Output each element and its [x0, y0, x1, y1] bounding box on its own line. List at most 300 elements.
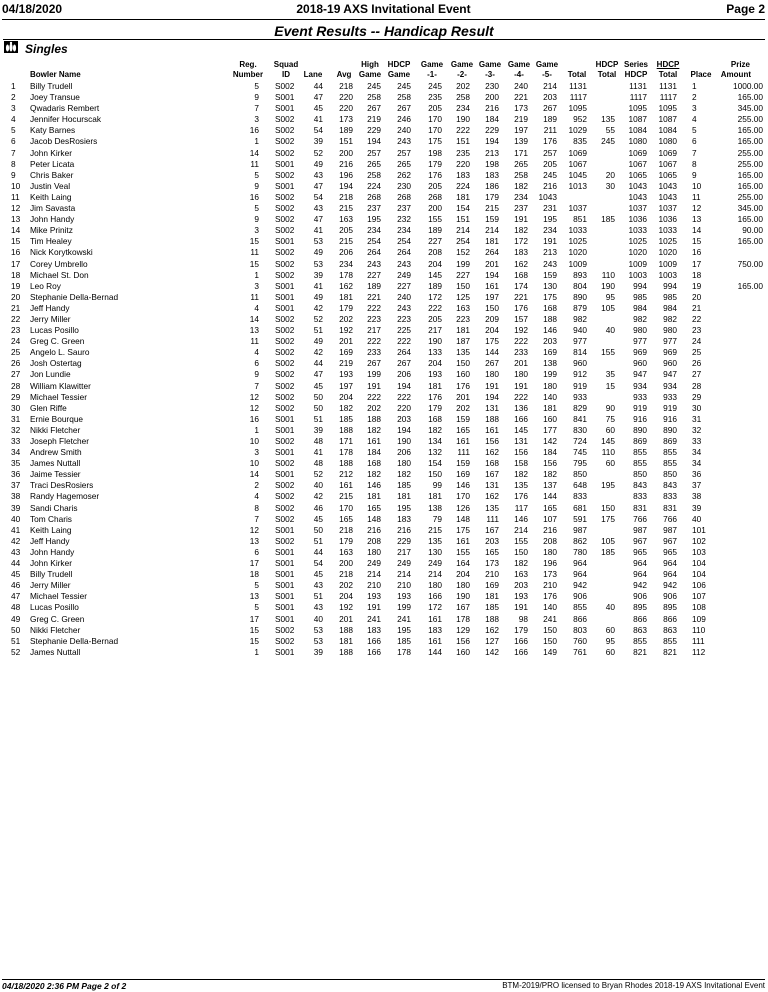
cell-avg: 218 [339, 524, 353, 535]
cell-lane: 43 [313, 580, 323, 591]
cell-bowler-name: Mike Prinitz [30, 225, 73, 236]
cell-high-game: 191 [367, 380, 381, 391]
cell-game-2: 167 [456, 602, 470, 613]
cell-avg: 178 [339, 447, 353, 458]
cell-avg: 192 [339, 602, 353, 613]
cell-reg-number: 5 [254, 602, 259, 613]
footer-printed: 04/18/2020 2:36 PM Page 2 of 2 [2, 981, 127, 991]
cell-high-game: 161 [367, 436, 381, 446]
col-squad-line1: Squad [273, 60, 299, 69]
cell-squad-id: S001 [275, 569, 295, 580]
cell-place: 16 [692, 247, 702, 258]
cell-avg: 197 [339, 380, 353, 391]
cell-game-5: 173 [543, 569, 557, 580]
cell-hdcp-game: 254 [397, 236, 411, 247]
cell-hdcp-total: 40 [605, 325, 615, 336]
cell-avg: 169 [339, 347, 353, 358]
cell-prize-amount: 255.00 [737, 114, 763, 125]
cell-hdcp-series-total: 850 [663, 469, 677, 480]
cell-lane: 54 [313, 191, 323, 202]
cell-row-number: 44 [11, 558, 21, 569]
cell-hdcp-game: 249 [397, 269, 411, 280]
cell-series-hdcp: 1131 [629, 81, 647, 91]
cell-game-5: 195 [543, 214, 557, 225]
cell-game-4: 240 [514, 81, 528, 91]
cell-game-5: 203 [543, 336, 557, 347]
cell-hdcp-series-total: 766 [663, 513, 677, 524]
col-game2-line2: -2- [457, 70, 467, 79]
cell-squad-id: S002 [275, 258, 295, 269]
cell-hdcp-game: 181 [397, 491, 411, 502]
cell-lane: 51 [313, 535, 323, 546]
cell-lane: 41 [313, 225, 323, 236]
cell-game-4: 182 [514, 180, 528, 191]
cell-game-1: 204 [428, 258, 442, 269]
cell-lane: 43 [313, 203, 323, 214]
cell-hdcp-total: 185 [601, 546, 615, 557]
cell-place: 9 [692, 169, 697, 180]
table-row [0, 125, 768, 136]
cell-reg-number: 18 [249, 569, 259, 580]
table-row [0, 292, 768, 303]
cell-game-2: 190 [456, 114, 470, 125]
cell-hdcp-series-total: 977 [663, 336, 677, 347]
cell-squad-id: S001 [275, 291, 295, 302]
cell-lane: 41 [313, 114, 323, 125]
cell-row-number: 30 [11, 402, 21, 413]
cell-row-number: 26 [11, 358, 21, 369]
cell-avg: 219 [339, 358, 353, 369]
cell-lane: 39 [313, 646, 323, 657]
cell-place: 103 [692, 546, 706, 557]
cell-hdcp-game: 241 [397, 613, 411, 624]
cell-lane: 48 [313, 436, 323, 446]
cell-total: 1013 [568, 180, 587, 191]
table-row [0, 591, 768, 602]
cell-hdcp-game: 180 [397, 458, 411, 469]
cell-hdcp-total: 105 [601, 535, 615, 546]
cell-game-2: 126 [456, 502, 470, 513]
cell-place: 32 [692, 424, 702, 435]
cell-series-hdcp: 890 [633, 424, 647, 435]
table-row [0, 214, 768, 225]
cell-game-2: 227 [456, 269, 470, 280]
cell-squad-id: S002 [275, 325, 295, 336]
cell-reg-number: 16 [249, 413, 259, 424]
cell-avg: 218 [339, 569, 353, 580]
cell-game-1: 170 [428, 114, 442, 125]
cell-avg: 163 [339, 546, 353, 557]
cell-reg-number: 15 [249, 624, 259, 635]
cell-total: 855 [573, 602, 587, 613]
cell-reg-number: 1 [254, 136, 259, 147]
cell-game-4: 265 [514, 158, 528, 169]
cell-reg-number: 6 [254, 546, 259, 557]
cell-game-2: 161 [456, 436, 470, 446]
cell-hdcp-total: 40 [605, 602, 615, 613]
cell-total: 1033 [568, 225, 587, 236]
cell-reg-number: 14 [249, 313, 259, 324]
cell-high-game: 258 [367, 92, 381, 103]
table-row [0, 392, 768, 403]
cell-avg: 218 [339, 81, 353, 91]
cell-bowler-name: James Nuttall [30, 458, 81, 469]
cell-hdcp-series-total: 919 [663, 402, 677, 413]
cell-hdcp-series-total: 965 [663, 546, 677, 557]
cell-hdcp-game: 232 [397, 214, 411, 225]
cell-lane: 39 [313, 136, 323, 147]
cell-series-hdcp: 967 [633, 535, 647, 546]
cell-game-5: 213 [543, 247, 557, 258]
cell-game-4: 191 [514, 602, 528, 613]
cell-reg-number: 7 [254, 513, 259, 524]
cell-total: 591 [573, 513, 587, 524]
cell-hdcp-total: 95 [605, 635, 615, 646]
cell-series-hdcp: 855 [633, 458, 647, 469]
cell-game-5: 160 [543, 413, 557, 424]
cell-place: 1 [692, 81, 697, 91]
cell-reg-number: 5 [254, 203, 259, 214]
cell-game-1: 144 [428, 646, 442, 657]
cell-game-2: 258 [456, 92, 470, 103]
cell-high-game: 184 [367, 447, 381, 458]
cell-game-3: 131 [485, 480, 499, 491]
page-header [2, 1, 765, 20]
cell-game-1: 183 [428, 624, 442, 635]
cell-bowler-name: John Handy [30, 546, 75, 557]
cell-hdcp-game: 222 [397, 391, 411, 402]
cell-hdcp-series-total: 982 [663, 313, 677, 324]
cell-prize-amount: 1000.00 [733, 81, 763, 91]
cell-avg: 201 [339, 336, 353, 347]
cell-high-game: 194 [367, 136, 381, 147]
cell-game-2: 187 [456, 336, 470, 347]
cell-reg-number: 3 [254, 225, 259, 236]
cell-total: 814 [573, 347, 587, 358]
cell-high-game: 165 [367, 502, 381, 513]
cell-hdcp-series-total: 1080 [658, 136, 677, 147]
cell-total: 681 [573, 502, 587, 513]
cell-series-hdcp: 1080 [628, 136, 647, 147]
cell-series-hdcp: 933 [633, 391, 647, 402]
cell-avg: 151 [339, 136, 353, 147]
cell-series-hdcp: 1037 [628, 203, 647, 214]
cell-game-4: 182 [514, 558, 528, 569]
cell-squad-id: S001 [275, 524, 295, 535]
cell-total: 803 [573, 624, 587, 635]
cell-game-3: 161 [485, 280, 499, 291]
cell-reg-number: 1 [254, 646, 259, 657]
cell-prize-amount: 165.00 [737, 280, 763, 291]
cell-game-1: 179 [428, 158, 442, 169]
cell-reg-number: 7 [254, 380, 259, 391]
cell-row-number: 3 [11, 103, 16, 114]
cell-squad-id: S002 [275, 502, 295, 513]
cell-bowler-name: Jim Savasta [30, 203, 76, 214]
cell-high-game: 202 [367, 402, 381, 413]
cell-game-4: 203 [514, 580, 528, 591]
bowling-pins-icon [4, 41, 18, 53]
cell-prize-amount: 255.00 [737, 191, 763, 202]
cell-game-4: 222 [514, 391, 528, 402]
cell-series-hdcp: 855 [633, 635, 647, 646]
table-row [0, 458, 768, 469]
cell-game-2: 202 [456, 402, 470, 413]
cell-hdcp-game: 258 [397, 92, 411, 103]
cell-game-2: 146 [456, 480, 470, 491]
cell-place: 111 [692, 635, 705, 646]
cell-row-number: 21 [11, 302, 21, 313]
cell-squad-id: S001 [275, 447, 295, 458]
cell-avg: 171 [339, 436, 353, 446]
cell-high-game: 241 [367, 613, 381, 624]
cell-series-hdcp: 831 [633, 502, 647, 513]
cell-hdcp-series-total: 987 [663, 524, 677, 535]
cell-hdcp-series-total: 964 [663, 558, 677, 569]
cell-game-4: 163 [514, 569, 528, 580]
cell-squad-id: S002 [275, 402, 295, 413]
cell-avg: 178 [339, 269, 353, 280]
cell-game-1: 179 [428, 402, 442, 413]
cell-reg-number: 15 [249, 258, 259, 269]
cell-squad-id: S002 [275, 191, 295, 202]
cell-high-game: 249 [367, 558, 381, 569]
cell-game-1: 217 [428, 325, 442, 336]
cell-bowler-name: Stephanie Della-Bernad [30, 635, 119, 646]
cell-game-4: 233 [514, 347, 528, 358]
cell-game-2: 254 [456, 236, 470, 247]
cell-game-5: 214 [543, 81, 557, 91]
cell-game-1: 215 [428, 524, 442, 535]
table-row [0, 647, 768, 658]
cell-game-1: 205 [428, 313, 442, 324]
cell-game-5: 159 [543, 269, 557, 280]
cell-row-number: 46 [11, 580, 21, 591]
cell-hdcp-series-total: 855 [663, 635, 677, 646]
cell-game-5: 150 [543, 624, 557, 635]
cell-game-2: 155 [456, 546, 470, 557]
cell-game-2: 175 [456, 524, 470, 535]
cell-hdcp-series-total: 906 [663, 591, 677, 602]
cell-high-game: 195 [367, 214, 381, 225]
cell-place: 28 [692, 380, 702, 391]
cell-hdcp-series-total: 869 [663, 436, 677, 446]
cell-avg: 193 [339, 369, 353, 380]
cell-series-hdcp: 934 [633, 380, 647, 391]
cell-total: 960 [573, 358, 587, 369]
cell-squad-id: S001 [275, 602, 295, 613]
cell-hdcp-game: 210 [397, 580, 411, 591]
cell-reg-number: 4 [254, 491, 259, 502]
cell-series-hdcp: 850 [633, 469, 647, 480]
cell-bowler-name: Stephanie Della-Bernad [30, 291, 119, 302]
table-row [0, 403, 768, 414]
cell-game-4: 135 [514, 480, 528, 491]
cell-hdcp-series-total: 994 [663, 280, 677, 291]
cell-high-game: 222 [367, 302, 381, 313]
cell-avg: 189 [339, 125, 353, 136]
cell-bowler-name: Randy Hagemoser [30, 491, 100, 502]
cell-game-3: 210 [485, 569, 499, 580]
cell-hdcp-series-total: 969 [663, 347, 677, 358]
cell-game-5: 243 [543, 258, 557, 269]
cell-avg: 165 [339, 513, 353, 524]
cell-total: 804 [573, 280, 587, 291]
cell-hdcp-game: 194 [397, 380, 411, 391]
page-title: Event Results -- Handicap Result [274, 23, 494, 39]
cell-game-3: 167 [485, 469, 499, 480]
cell-row-number: 51 [11, 635, 21, 646]
cell-game-2: 222 [456, 125, 470, 136]
cell-series-hdcp: 1084 [628, 125, 647, 136]
cell-bowler-name: Jeff Handy [30, 535, 70, 546]
cell-game-5: 184 [543, 447, 557, 458]
cell-reg-number: 3 [254, 280, 259, 291]
cell-series-hdcp: 1095 [628, 103, 647, 114]
cell-series-hdcp: 906 [633, 591, 647, 602]
cell-game-3: 111 [486, 513, 499, 524]
cell-place: 24 [692, 336, 702, 347]
cell-avg: 204 [339, 391, 353, 402]
cell-reg-number: 5 [254, 169, 259, 180]
cell-avg: 170 [339, 502, 353, 513]
cell-place: 39 [692, 502, 702, 513]
page-footer [2, 979, 765, 992]
cell-avg: 220 [339, 92, 353, 103]
cell-game-1: 222 [428, 302, 442, 313]
cell-total: 952 [573, 114, 587, 125]
cell-game-4: 192 [514, 325, 528, 336]
cell-squad-id: S002 [275, 313, 295, 324]
cell-game-5: 165 [543, 502, 557, 513]
header-date: 04/18/2020 [2, 2, 63, 16]
cell-bowler-name: James Nuttall [30, 646, 81, 657]
cell-total: 1067 [568, 158, 587, 169]
cell-game-5: 149 [543, 646, 557, 657]
cell-place: 27 [692, 369, 702, 380]
cell-prize-amount: 165.00 [737, 92, 763, 103]
cell-place: 14 [692, 225, 702, 236]
cell-series-hdcp: 1065 [628, 169, 647, 180]
table-row [0, 159, 768, 170]
cell-place: 34 [692, 447, 702, 458]
cell-lane: 43 [313, 169, 323, 180]
cell-row-number: 23 [11, 325, 21, 336]
cell-game-5: 199 [543, 369, 557, 380]
cell-total: 977 [573, 336, 587, 347]
cell-prize-amount: 345.00 [737, 203, 763, 214]
cell-lane: 40 [313, 613, 323, 624]
cell-game-4: 176 [514, 302, 528, 313]
cell-avg: 200 [339, 558, 353, 569]
cell-reg-number: 4 [254, 302, 259, 313]
cell-lane: 45 [313, 569, 323, 580]
cell-squad-id: S001 [275, 546, 295, 557]
cell-game-2: 159 [456, 458, 470, 469]
cell-hdcp-total: 95 [605, 291, 615, 302]
cell-bowler-name: Jon Lundie [30, 369, 71, 380]
cell-avg: 196 [339, 169, 353, 180]
cell-series-hdcp: 1025 [628, 236, 647, 247]
cell-game-3: 186 [485, 180, 499, 191]
cell-series-hdcp: 1069 [628, 147, 647, 158]
cell-hdcp-series-total: 1067 [658, 158, 677, 169]
cell-bowler-name: Jerry Miller [30, 313, 71, 324]
cell-total: 919 [573, 380, 587, 391]
cell-game-4: 221 [514, 291, 528, 302]
cell-game-4: 258 [514, 169, 528, 180]
cell-bowler-name: Chris Baker [30, 169, 74, 180]
cell-avg: 192 [339, 325, 353, 336]
cell-place: 104 [692, 569, 706, 580]
cell-series-hdcp: 766 [633, 513, 647, 524]
cell-reg-number: 10 [249, 458, 259, 469]
cell-game-4: 158 [514, 458, 528, 469]
cell-high-game: 227 [367, 269, 381, 280]
cell-row-number: 24 [11, 336, 21, 347]
table-row [0, 103, 768, 114]
cell-game-3: 191 [485, 380, 499, 391]
cell-game-4: 222 [514, 336, 528, 347]
cell-squad-id: S001 [275, 302, 295, 313]
cell-game-2: 178 [456, 613, 470, 624]
cell-high-game: 188 [367, 413, 381, 424]
cell-prize-amount: 165.00 [737, 125, 763, 136]
cell-series-hdcp: 866 [633, 613, 647, 624]
cell-high-game: 223 [367, 313, 381, 324]
cell-game-1: 135 [428, 535, 442, 546]
cell-game-5: 234 [543, 225, 557, 236]
cell-game-2: 201 [456, 391, 470, 402]
cell-prize-amount: 90.00 [742, 225, 763, 236]
cell-place: 11 [692, 191, 701, 202]
cell-game-3: 127 [485, 635, 499, 646]
cell-squad-id: S002 [275, 247, 295, 258]
cell-bowler-name: John Kirker [30, 147, 72, 158]
cell-game-1: 154 [428, 458, 442, 469]
col-game1-line1: Game [420, 60, 444, 69]
cell-row-number: 16 [11, 247, 21, 258]
table-row [0, 547, 768, 558]
cell-reg-number: 9 [254, 214, 259, 225]
cell-lane: 50 [313, 402, 323, 413]
cell-lane: 45 [313, 103, 323, 114]
table-row [0, 447, 768, 458]
cell-high-game: 243 [367, 258, 381, 269]
cell-hdcp-series-total: 1043 [658, 180, 677, 191]
cell-hdcp-game: 185 [397, 480, 411, 491]
cell-hdcp-game: 237 [397, 203, 411, 214]
cell-game-3: 162 [485, 624, 499, 635]
cell-bowler-name: Qwadaris Rembert [30, 103, 100, 114]
cell-hdcp-total: 15 [605, 380, 615, 391]
cell-game-1: 176 [428, 391, 442, 402]
cell-avg: 163 [339, 214, 353, 225]
cell-place: 107 [692, 591, 706, 602]
cell-bowler-name: Ernie Bourque [30, 413, 84, 424]
cell-game-5: 196 [543, 558, 557, 569]
cell-lane: 49 [313, 158, 323, 169]
cell-game-2: 165 [456, 424, 470, 435]
table-row [0, 536, 768, 547]
cell-game-3: 131 [485, 402, 499, 413]
cell-hdcp-game: 193 [397, 591, 411, 602]
table-row [0, 148, 768, 159]
cell-series-hdcp: 821 [633, 646, 647, 657]
cell-game-3: 156 [485, 436, 499, 446]
cell-game-5: 156 [543, 458, 557, 469]
cell-hdcp-series-total: 831 [663, 502, 677, 513]
